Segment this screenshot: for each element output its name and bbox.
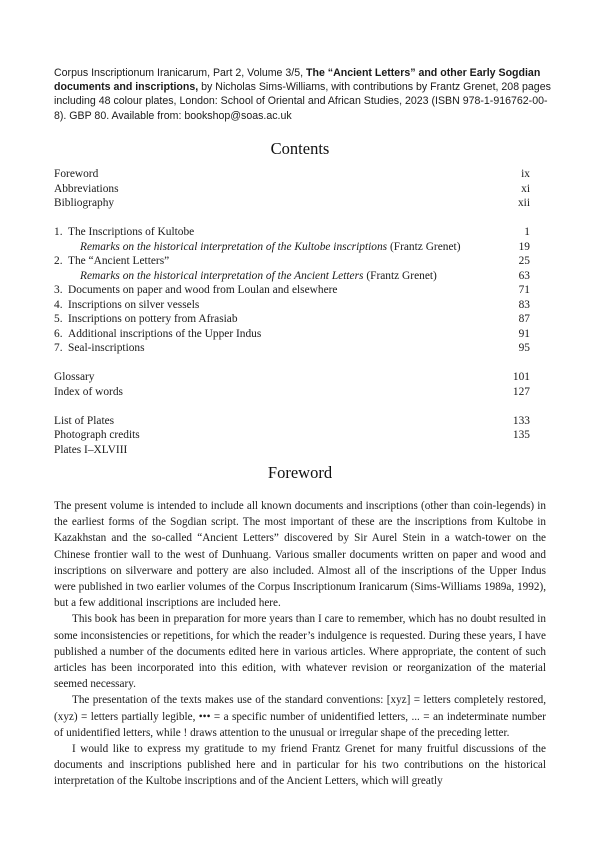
toc-entry-label: Inscriptions on pottery from Afrasiab — [68, 313, 238, 325]
toc-entry-title — [54, 385, 123, 399]
toc-entry — [54, 225, 530, 239]
toc-entry — [54, 312, 530, 326]
toc-entry — [54, 370, 530, 384]
toc-entry-number: 6. — [54, 327, 63, 340]
toc-entry — [54, 196, 530, 210]
toc-entry-number: 3. — [54, 284, 63, 296]
toc-entry-page: 1 — [524, 226, 530, 238]
toc-entry-page: 87 — [518, 313, 530, 325]
toc-entry-page: 135 — [512, 429, 530, 441]
foreword-paragraph: I would like to express my gratitude to my friend Frantz Grenet for many fruitful discussions of the documents and inscriptions published here and in particular for his two contributions on the historical interpretation of the Kultobe inscriptions and of the Ancient Letters, which will greatly — [54, 743, 546, 788]
toc-entry-title — [54, 196, 114, 210]
contents-heading: Contents — [270, 139, 330, 158]
toc-entry — [54, 443, 530, 457]
toc-entry-page: 91 — [518, 327, 530, 340]
foreword-body — [54, 498, 546, 790]
toc-entry-label: Plates I–XLVIII — [54, 443, 128, 456]
toc-entry-title — [54, 327, 261, 341]
toc-entry-title — [80, 240, 460, 254]
toc-entry-title — [54, 182, 119, 196]
toc-entry-page: xi — [521, 182, 530, 195]
toc-entry-page: 133 — [512, 414, 530, 427]
toc-entry-label: Documents on paper and wood from Loulan and elsewhere — [68, 284, 338, 296]
toc-entry — [54, 283, 530, 297]
foreword-paragraph: The present volume is intended to include all known documents and inscriptions (other than coin-legends) in the earliest forms of the Sogdian script. The most important of these are the inscriptions from Kultobe in Kazakhstan and the so-called “Ancient Letters” discovered by Sir Aurel Stein in a watch-tower on the Chinese frontier wall to the west of Dunhuang. Various smaller documents written on paper and wood and inscriptions on silverware and pottery are also included. Almost all of the inscriptions of the Upper Indus were published in two earlier volumes of the Corpus Inscriptionum Iranicarum (Sims-Williams 1989a, 1992), but a few additional inscriptions are included here. — [54, 500, 546, 610]
toc-entry-title — [54, 414, 114, 428]
toc-entry-page: 101 — [512, 371, 530, 383]
publication-header — [54, 66, 554, 123]
toc-entry-author: (Frantz Grenet) — [387, 240, 461, 253]
toc-entry-title — [54, 370, 95, 384]
toc-entry — [54, 385, 530, 399]
toc-entry-title — [54, 428, 140, 442]
toc-entry — [54, 341, 530, 355]
toc-entry — [54, 298, 530, 312]
toc-entry-number: 4. — [54, 298, 63, 311]
toc-entry-page: ix — [521, 168, 530, 180]
toc-entry-label: Index of words — [54, 385, 123, 398]
toc-entry-title — [54, 254, 169, 268]
toc-entry — [54, 414, 530, 428]
toc-entry — [54, 327, 530, 341]
toc-entry-title — [54, 283, 338, 297]
toc-entry — [54, 254, 530, 268]
toc-entry-page: 127 — [512, 385, 530, 398]
toc-entry-label: Photograph credits — [54, 429, 140, 441]
citation-title: The “Ancient Letters” and other Early Sogdian documents and inscriptions, — [54, 67, 541, 94]
toc-entry-page: 95 — [518, 342, 530, 354]
toc-entry-author: (Frantz Grenet) — [363, 269, 437, 282]
toc-entry-title — [54, 341, 145, 355]
toc-entry-label: Remarks on the historical interpretation of the Kultobe inscriptions — [80, 240, 388, 253]
foreword-paragraph: This book has been in preparation for more years than I care to remember, which has no doubt resulted in some inconsistencies or repetitions, for which the reader’s indulgence is requested. During these years, I have published a number of the documents edited here in various articles. Where appropriate, the content of such articles has been incorporated into this edition, with whatever revision or reorganization of the material seemed necessary. — [54, 613, 546, 691]
toc-entry-number: 5. — [54, 313, 63, 325]
toc-entry-label: Seal-inscriptions — [68, 342, 145, 354]
toc-entry-label: The “Ancient Letters” — [68, 255, 170, 267]
toc-entry-label: The Inscriptions of Kultobe — [68, 226, 195, 238]
toc-entry-page: 63 — [518, 269, 530, 282]
toc-entry-number: 1. — [54, 226, 63, 238]
toc-entry — [54, 167, 530, 181]
toc-entry-title — [54, 312, 238, 326]
toc-entry-label: List of Plates — [54, 414, 115, 427]
toc-entry-title — [54, 443, 127, 457]
toc-entry-label: Foreword — [54, 168, 99, 180]
toc-entry-title — [54, 167, 98, 181]
toc-entry-number: 7. — [54, 342, 63, 354]
toc-entry — [54, 240, 530, 254]
toc-entry-title — [54, 225, 194, 239]
toc-entry-number: 2. — [54, 255, 63, 267]
toc-entry — [54, 182, 530, 196]
toc-entry-page: 25 — [518, 255, 530, 267]
toc-entry-page: 83 — [518, 298, 530, 311]
citation-details: by Nicholas Sims-Williams, with contributions by Frantz Grenet, 208 pages including 48 colour plates, London: School of Oriental and African Studies, 2023 (ISBN 978-1-916762-00-8). GBP 80. Available from: bookshop@soas.ac.uk — [54, 81, 551, 122]
toc-entry — [54, 428, 530, 442]
toc-entry-label: Bibliography — [54, 197, 115, 209]
toc-entry-title — [80, 269, 437, 283]
toc-entry-label: Remarks on the historical interpretation of the Ancient Letters — [80, 269, 364, 282]
toc-entry-page: xii — [517, 197, 530, 209]
toc-entry-page: 19 — [518, 240, 530, 253]
toc-entry — [54, 269, 530, 283]
toc-entry-title — [54, 298, 199, 312]
toc-entry-label: Additional inscriptions of the Upper Indus — [68, 327, 262, 340]
toc-entry-page: 71 — [518, 284, 530, 296]
toc-entry-label: Abbreviations — [54, 182, 119, 195]
foreword-paragraph: The presentation of the texts makes use of the standard conventions: [xyz] = letters completely restored, (xyz) = letters partially legible, ••• = a specific number of unidentified letters, ... = an indeterminate number of unidentified letters, while ! draws attention to the unusual or irregular shape of the preceding letter. — [54, 694, 546, 739]
toc-entry-label: Glossary — [54, 371, 95, 383]
citation-prefix: Corpus Inscriptionum Iranicarum, Part 2, Volume 3/5, — [54, 67, 307, 79]
toc-entry-label: Inscriptions on silver vessels — [68, 298, 200, 311]
foreword-heading: Foreword — [267, 463, 333, 482]
